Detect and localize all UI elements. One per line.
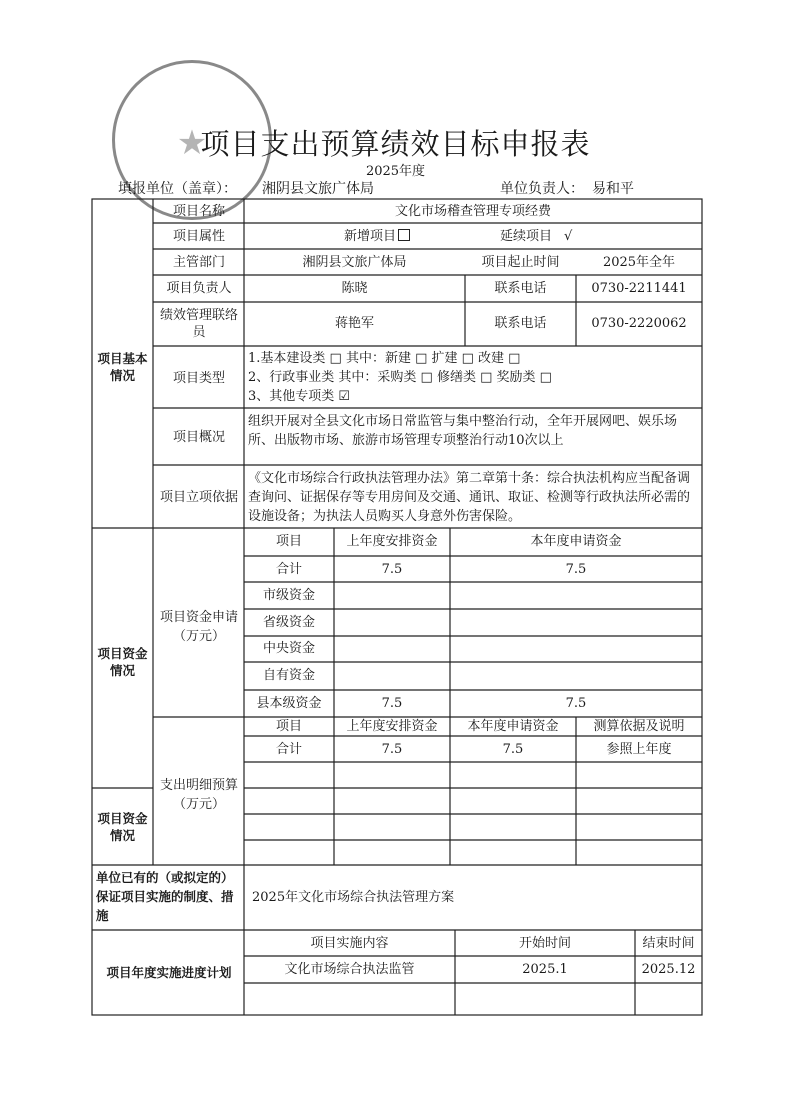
detail-col-item: 项目 xyxy=(275,719,302,734)
funds-row-name: 省级资金 xyxy=(262,615,315,630)
seal-star-icon: ★ xyxy=(176,123,208,163)
leader-label: 单位负责人： xyxy=(500,181,584,197)
owner-value: 陈晓 xyxy=(341,281,368,296)
section-funds-label: 项目资金情况 xyxy=(97,646,148,678)
attr-new-label: 新增项目 xyxy=(344,229,397,244)
attr-label: 项目属性 xyxy=(172,229,225,244)
owner-phone-label: 联系电话 xyxy=(494,281,547,296)
funds-row-last: 7.5 xyxy=(381,696,403,711)
funds-row-name: 自有资金 xyxy=(262,668,315,683)
perf-phone-label: 联系电话 xyxy=(494,316,547,331)
attr-new xyxy=(344,228,410,245)
plan-row-content: 文化市场综合执法监管 xyxy=(284,962,415,977)
funds-col-item: 项目 xyxy=(275,534,302,549)
perf-contact-value: 蒋艳军 xyxy=(334,316,374,331)
type-line-2: 2、行政事业类 其中：采购类 □ 修缮类 □ 奖励类 □ xyxy=(248,370,552,385)
funds-col-this: 本年度申请资金 xyxy=(530,534,622,549)
basis-label: 项目立项依据 xyxy=(159,490,238,505)
detail-row-name: 合计 xyxy=(275,742,302,757)
attr-continue xyxy=(500,228,572,245)
owner-label: 项目负责人 xyxy=(166,281,232,296)
plan-label: 项目年度实施进度计划 xyxy=(106,965,232,980)
plan-col-content: 项目实施内容 xyxy=(310,936,389,951)
basis-value: 《文化市场综合行政执法管理办法》第二章第十条：综合执法机构应当配备调查询问、证据保存等专用房间及交通、通讯、取证、检测等行政执法所必需的设施设备；为执法人员购买人身意外伤害保险。 xyxy=(248,471,691,524)
funds-apply-label: 项目资金申请（万元） xyxy=(159,610,238,644)
project-name-label: 项目名称 xyxy=(172,204,225,219)
leader-value: 易和平 xyxy=(592,181,634,197)
plan-col-start: 开始时间 xyxy=(518,936,571,951)
section-basic-label: 项目基本情况 xyxy=(97,351,148,383)
detail-row-note: 参照上年度 xyxy=(606,742,672,757)
summary-value: 组织开展对全县文化市场日常监管与集中整治行动，全年开展网吧、娱乐场所、出版物市场、旅游市场管理专项整治行动10次以上 xyxy=(248,414,678,448)
perf-contact-label: 绩效管理联络员 xyxy=(159,308,238,340)
report-year: 2025年度 xyxy=(365,164,426,179)
period-value: 2025年全年 xyxy=(602,255,676,270)
detail-col-last: 上年度安排资金 xyxy=(346,719,438,734)
type-label: 项目类型 xyxy=(172,371,225,386)
type-line-3: 3、其他专项类 ☑ xyxy=(248,389,351,404)
attr-new-checkbox xyxy=(398,229,410,241)
funds-row-this: 7.5 xyxy=(565,696,587,711)
measures-label: 单位已有的（或拟定的）保证项目实施的制度、措施 xyxy=(96,870,234,923)
unit-value: 湘阴县文旅广体局 xyxy=(262,181,374,197)
dept-label: 主管部门 xyxy=(172,255,225,270)
project-name-value: 文化市场稽查管理专项经费 xyxy=(394,204,551,219)
funds-row-last: 7.5 xyxy=(381,562,403,577)
summary-label: 项目概况 xyxy=(172,430,225,445)
detail-row-last: 7.5 xyxy=(381,742,403,757)
page-title: 项目支出预算绩效目标申报表 xyxy=(200,127,591,161)
measures-value: 2025年文化市场综合执法管理方案 xyxy=(252,890,455,905)
detail-row-this: 7.5 xyxy=(502,742,524,757)
plan-col-end: 结束时间 xyxy=(642,936,695,951)
owner-phone-value: 0730-2211441 xyxy=(591,281,687,296)
funds-row-name: 中央资金 xyxy=(262,641,315,656)
type-line-1: 1.基本建设类 □ 其中：新建 □ 扩建 □ 改建 □ xyxy=(248,351,521,366)
period-label: 项目起止时间 xyxy=(481,255,560,270)
funds-row-name: 县本级资金 xyxy=(256,696,322,711)
plan-row-start: 2025.1 xyxy=(522,962,568,977)
attr-cont-checkmark: √ xyxy=(564,229,573,244)
funds-row-name: 市级资金 xyxy=(262,588,315,603)
funds-col-last: 上年度安排资金 xyxy=(346,534,438,549)
detail-col-note: 测算依据及说明 xyxy=(593,719,685,734)
attr-cont-label: 延续项目 xyxy=(500,229,553,244)
unit-label: 填报单位（盖章）： xyxy=(118,181,237,197)
dept-value: 湘阴县文旅广体局 xyxy=(302,255,407,270)
section-funds-label-2: 项目资金情况 xyxy=(97,811,148,843)
funds-row-this: 7.5 xyxy=(565,562,587,577)
perf-phone-value: 0730-2220062 xyxy=(591,316,687,331)
detail-col-this: 本年度申请资金 xyxy=(467,719,559,734)
plan-row-end: 2025.12 xyxy=(641,962,696,977)
funds-row-name: 合计 xyxy=(275,562,302,577)
detail-budget-label: 支出明细预算（万元） xyxy=(159,778,238,812)
